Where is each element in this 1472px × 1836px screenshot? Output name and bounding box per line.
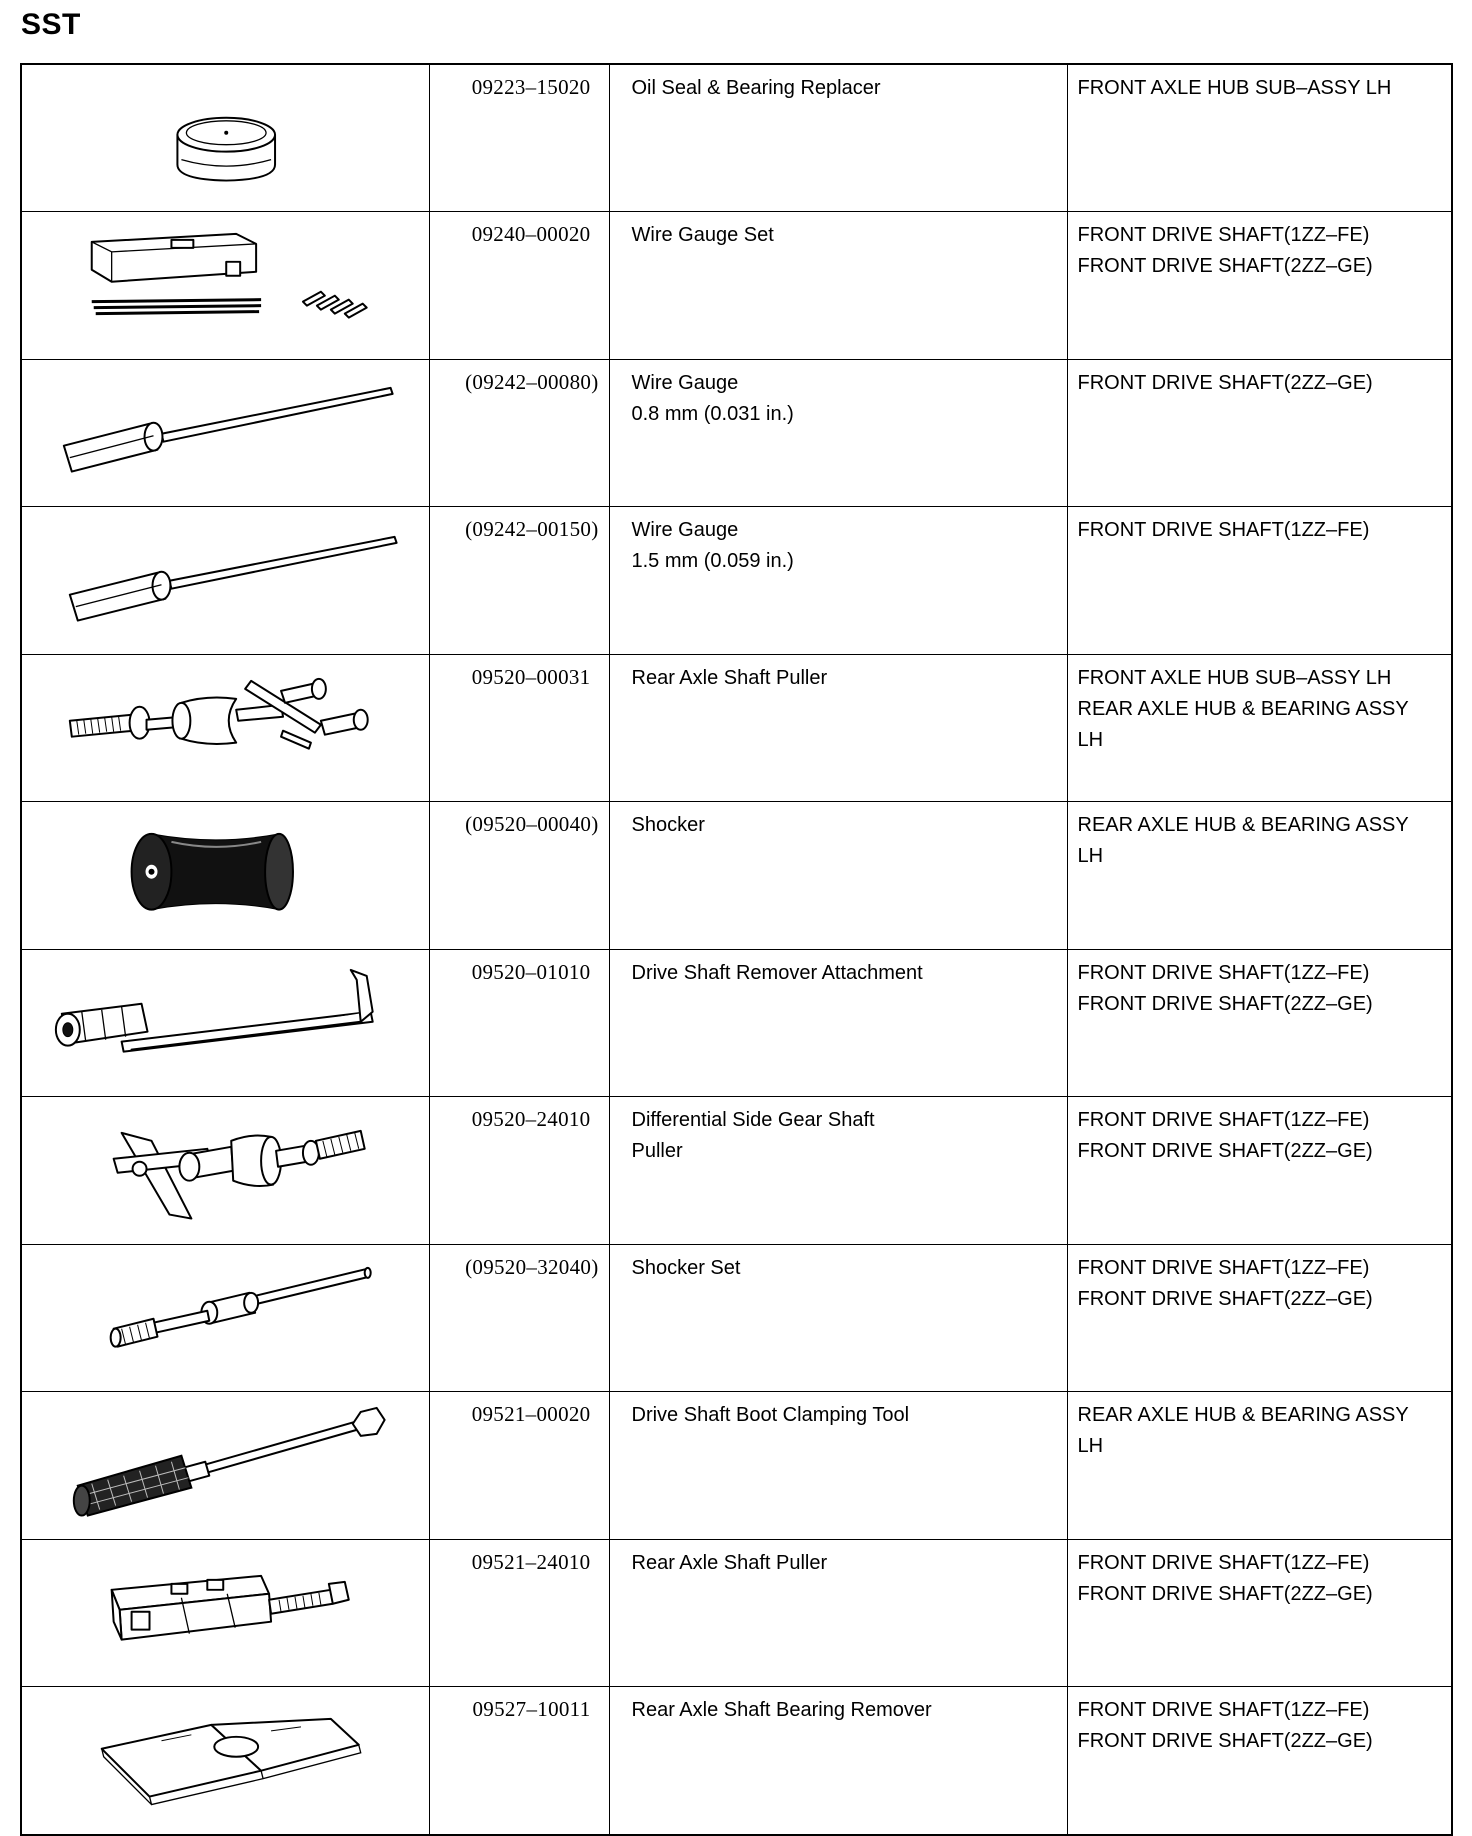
part-number: 09223–15020 [471,75,591,99]
tool-illustration-cell [21,507,429,654]
tool-illustration-cell [21,1539,429,1686]
usage-list: FRONT DRIVE SHAFT(2ZZ–GE) [1077,371,1373,394]
table-row [21,654,1452,801]
tool-illustration-cell [21,1392,429,1539]
table-row [21,949,1452,1096]
table-row [21,1244,1452,1391]
remover-attachment-icon [22,950,428,1091]
tool-illustration-cell [21,802,429,949]
table-row [21,212,1452,359]
page-title: SST [21,8,81,41]
usage-list: REAR AXLE HUB & BEARING ASSY LH [1077,1404,1409,1458]
tool-name: Oil Seal & Bearing Replacer [631,77,881,99]
part-number: 09520–01010 [471,959,591,984]
tool-name: Shocker Set [631,1256,741,1279]
tool-illustration-cell [21,359,429,506]
tool-illustration-cell [21,212,429,359]
shocker-set-icon [22,1245,428,1386]
table-row [21,507,1452,654]
part-number: (09242–00080) [465,369,599,394]
wire-gauge-icon [22,507,428,648]
tool-illustration-cell [21,1687,429,1835]
part-number: 09520–24010 [471,1107,591,1132]
tool-name: Drive Shaft Boot Clamping Tool [631,1404,910,1427]
table-row [21,64,1452,212]
usage-list: FRONT DRIVE SHAFT(1ZZ–FE) FRONT DRIVE SHAFT(2ZZ–GE) [1077,1109,1373,1163]
tool-name: Rear Axle Shaft Puller [631,666,828,689]
tool-name: Shocker [631,814,705,837]
tool-illustration-cell [21,64,429,212]
table-row [21,802,1452,949]
tool-name: Differential Side Gear Shaft Puller [631,1109,875,1163]
tool-illustration-cell [21,1097,429,1244]
tool-illustration-cell [21,1244,429,1391]
tool-name: Drive Shaft Remover Attachment [631,961,923,984]
shocker-icon [22,802,428,943]
usage-list: FRONT AXLE HUB SUB–ASSY LH REAR AXLE HUB & BEARING ASSY LH [1077,666,1409,751]
part-number: (09520–32040) [465,1254,599,1279]
usage-list: FRONT AXLE HUB SUB–ASSY LH [1077,77,1392,99]
wire-gauge-set-icon [22,212,428,353]
tool-name: Rear Axle Shaft Bearing Remover [631,1699,932,1722]
part-number: (09520–00040) [465,812,599,837]
wire-gauge-icon [22,360,428,501]
axle-puller-clamp-icon [22,1540,428,1681]
tool-illustration-cell [21,949,429,1096]
tool-name: Wire Gauge Set [631,224,774,247]
usage-list: FRONT DRIVE SHAFT(1ZZ–FE) [1077,519,1370,542]
table-row [21,1097,1452,1244]
usage-list: FRONT DRIVE SHAFT(1ZZ–FE) FRONT DRIVE SHAFT(2ZZ–GE) [1077,1699,1373,1753]
part-number: (09242–00150) [465,517,599,542]
tool-name: Rear Axle Shaft Puller [631,1551,828,1574]
usage-list: FRONT DRIVE SHAFT(1ZZ–FE) FRONT DRIVE SHAFT(2ZZ–GE) [1077,961,1373,1015]
bearing-remover-icon [22,1687,428,1828]
axle-shaft-puller-icon [22,655,428,796]
usage-list: REAR AXLE HUB & BEARING ASSY LH [1077,814,1409,868]
part-number: 09520–00031 [471,664,591,689]
table-row [21,1392,1452,1539]
usage-list: FRONT DRIVE SHAFT(1ZZ–FE) FRONT DRIVE SHAFT(2ZZ–GE) [1077,1256,1373,1310]
part-number: 09240–00020 [471,222,591,247]
part-number: 09521–00020 [471,1402,591,1427]
part-number: 09527–10011 [472,1697,591,1722]
boot-clamping-tool-icon [22,1392,428,1533]
tool-illustration-cell [21,654,429,801]
tool-name: Wire Gauge 0.8 mm (0.031 in.) [631,371,794,425]
usage-list: FRONT DRIVE SHAFT(1ZZ–FE) FRONT DRIVE SHAFT(2ZZ–GE) [1077,1551,1373,1605]
side-gear-puller-icon [22,1097,428,1238]
oil-seal-replacer-icon [22,65,428,206]
table-row [21,359,1452,506]
sst-table [20,63,1453,1836]
table-row [21,1539,1452,1686]
tool-name: Wire Gauge 1.5 mm (0.059 in.) [631,519,794,573]
usage-list: FRONT DRIVE SHAFT(1ZZ–FE) FRONT DRIVE SHAFT(2ZZ–GE) [1077,224,1373,278]
part-number: 09521–24010 [471,1549,591,1574]
table-row [21,1687,1452,1835]
